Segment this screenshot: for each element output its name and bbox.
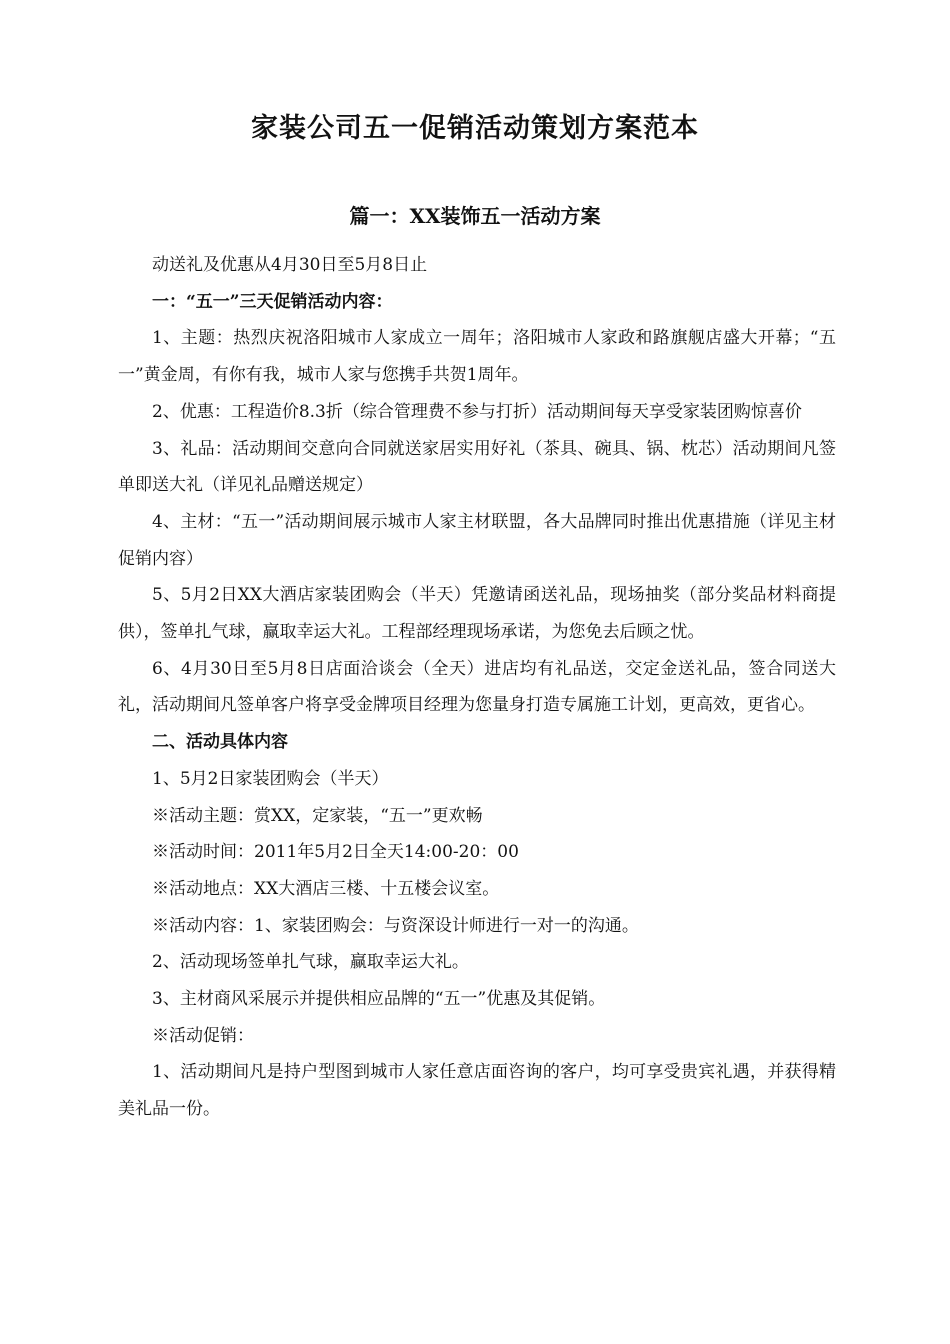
paragraph-theme: 1、主题：热烈庆祝洛阳城市人家成立一周年；洛阳城市人家政和路旗舰店盛大开幕；“五一”黄金周，有你有我，城市人家与您携手共贺1周年。 (118, 328, 836, 386)
paragraph-event-balloons: 2、活动现场签单扎气球，赢取幸运大礼。 (152, 952, 469, 973)
section-heading-1: 一：“五一”三天促销活动内容： (152, 291, 393, 312)
document-subtitle: 篇一：XX装饰五一活动方案 (349, 204, 601, 228)
paragraph-intro: 动送礼及优惠从4月30日至5月8日止 (152, 255, 428, 275)
paragraph-event-venue: ※活动地点：XX大酒店三楼、十五楼会议室。 (152, 878, 500, 899)
paragraph-vip: 1、活动期间凡是持户型图到城市人家任意店面咨询的客户，均可享受贵宾礼遇，并获得精美礼品一份。 (118, 1062, 836, 1120)
paragraph-group-buy: 5、5月2日XX大酒店家装团购会（半天）凭邀请函送礼品，现场抽奖（部分奖品材料商提供），签单扎气球，赢取幸运大礼。工程部经理现场承诺，为您免去后顾之忧。 (118, 585, 836, 643)
paragraph-event-content: ※活动内容：1、家装团购会：与资深设计师进行一对一的沟通。 (152, 915, 639, 936)
paragraph-store-fair: 6、4月30日至5月8日店面洽谈会（全天）进店均有礼品送，交定金送礼品，签合同送大礼，活动期间凡签单客户将享受金牌项目经理为您量身打造专属施工计划，更高效，更省心。 (118, 658, 836, 716)
paragraph-materials: 4、主材：“五一”活动期间展示城市人家主材联盟，各大品牌同时推出优惠措施（详见主材促销内容） (118, 511, 836, 569)
document-title: 家装公司五一促销活动策划方案范本 (251, 113, 699, 144)
paragraph-event-showcase: 3、主材商风采展示并提供相应品牌的“五一”优惠及其促销。 (152, 989, 606, 1010)
section-heading-2: 二、活动具体内容 (152, 732, 288, 753)
paragraph-event-promo: ※活动促销： (152, 1025, 254, 1046)
paragraph-gifts: 3、礼品：活动期间交意向合同就送家居实用好礼（茶具、碗具、锅、枕芯）活动期间凡签单即送大礼（详见礼品赠送规定） (118, 438, 836, 496)
document-body (118, 247, 836, 1128)
paragraph-event-1: 1、5月2日家装团购会（半天） (152, 768, 389, 789)
paragraph-event-theme: ※活动主题：赏XX，定家装，“五一”更欢畅 (152, 805, 483, 826)
paragraph-event-time: ※活动时间：2011年5月2日全天14:00-20：00 (152, 842, 519, 863)
paragraph-discount: 2、优惠：工程造价8.3折（综合管理费不参与打折）活动期间每天享受家装团购惊喜价 (152, 401, 802, 422)
